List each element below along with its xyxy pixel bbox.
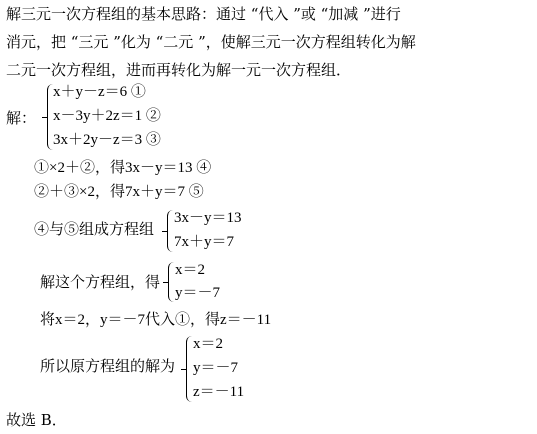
final-equation-z: z＝－11 — [193, 384, 245, 400]
combined-equation-1: 3x－y＝13 — [174, 210, 242, 226]
intro-line-3: 二元一次方程组，进而再转化为解一元一次方程组． — [6, 61, 352, 79]
solve-equation-x: x＝2 — [175, 262, 206, 278]
conclusion: 故选 B． — [6, 411, 67, 429]
combined-system-brace — [167, 210, 173, 252]
solve-system-brace — [168, 262, 174, 302]
equation-3: 3x＋2y－z＝3 ③ — [53, 132, 161, 148]
intro-line-2: 消元，把 “三元 ”化为 “二元 ”，使解三元一次方程组转化为解 — [6, 33, 416, 51]
intro-line-1: 解三元一次方程组的基本思路：通过 “代入 ”或 “加减 ”进行 — [6, 5, 401, 23]
solve-system-label: 解这个方程组，得 — [40, 273, 161, 291]
solve-equation-y: y＝－7 — [175, 285, 221, 301]
final-equation-x: x＝2 — [193, 336, 224, 352]
equation-1: x＋y－z＝6 ① — [53, 84, 146, 100]
elimination-step-1: ①×2＋②，得3x－y＝13 ④ — [34, 160, 212, 176]
elimination-step-2: ②＋③×2，得7x＋y＝7 ⑤ — [34, 184, 204, 200]
combined-equation-2: 7x＋y＝7 — [174, 234, 235, 250]
final-solution-label: 所以原方程组的解为 — [40, 357, 176, 375]
combined-system-label: ④与⑤组成方程组 — [34, 220, 155, 238]
substitution-step: 将x＝2，y＝－7代入①，得z＝－11 — [40, 312, 272, 328]
final-equation-y: y＝－7 — [193, 360, 239, 376]
solution-label: 解： — [6, 109, 37, 127]
final-solution-brace — [186, 336, 192, 402]
equation-2: x－3y＋2z＝1 ② — [53, 108, 161, 124]
